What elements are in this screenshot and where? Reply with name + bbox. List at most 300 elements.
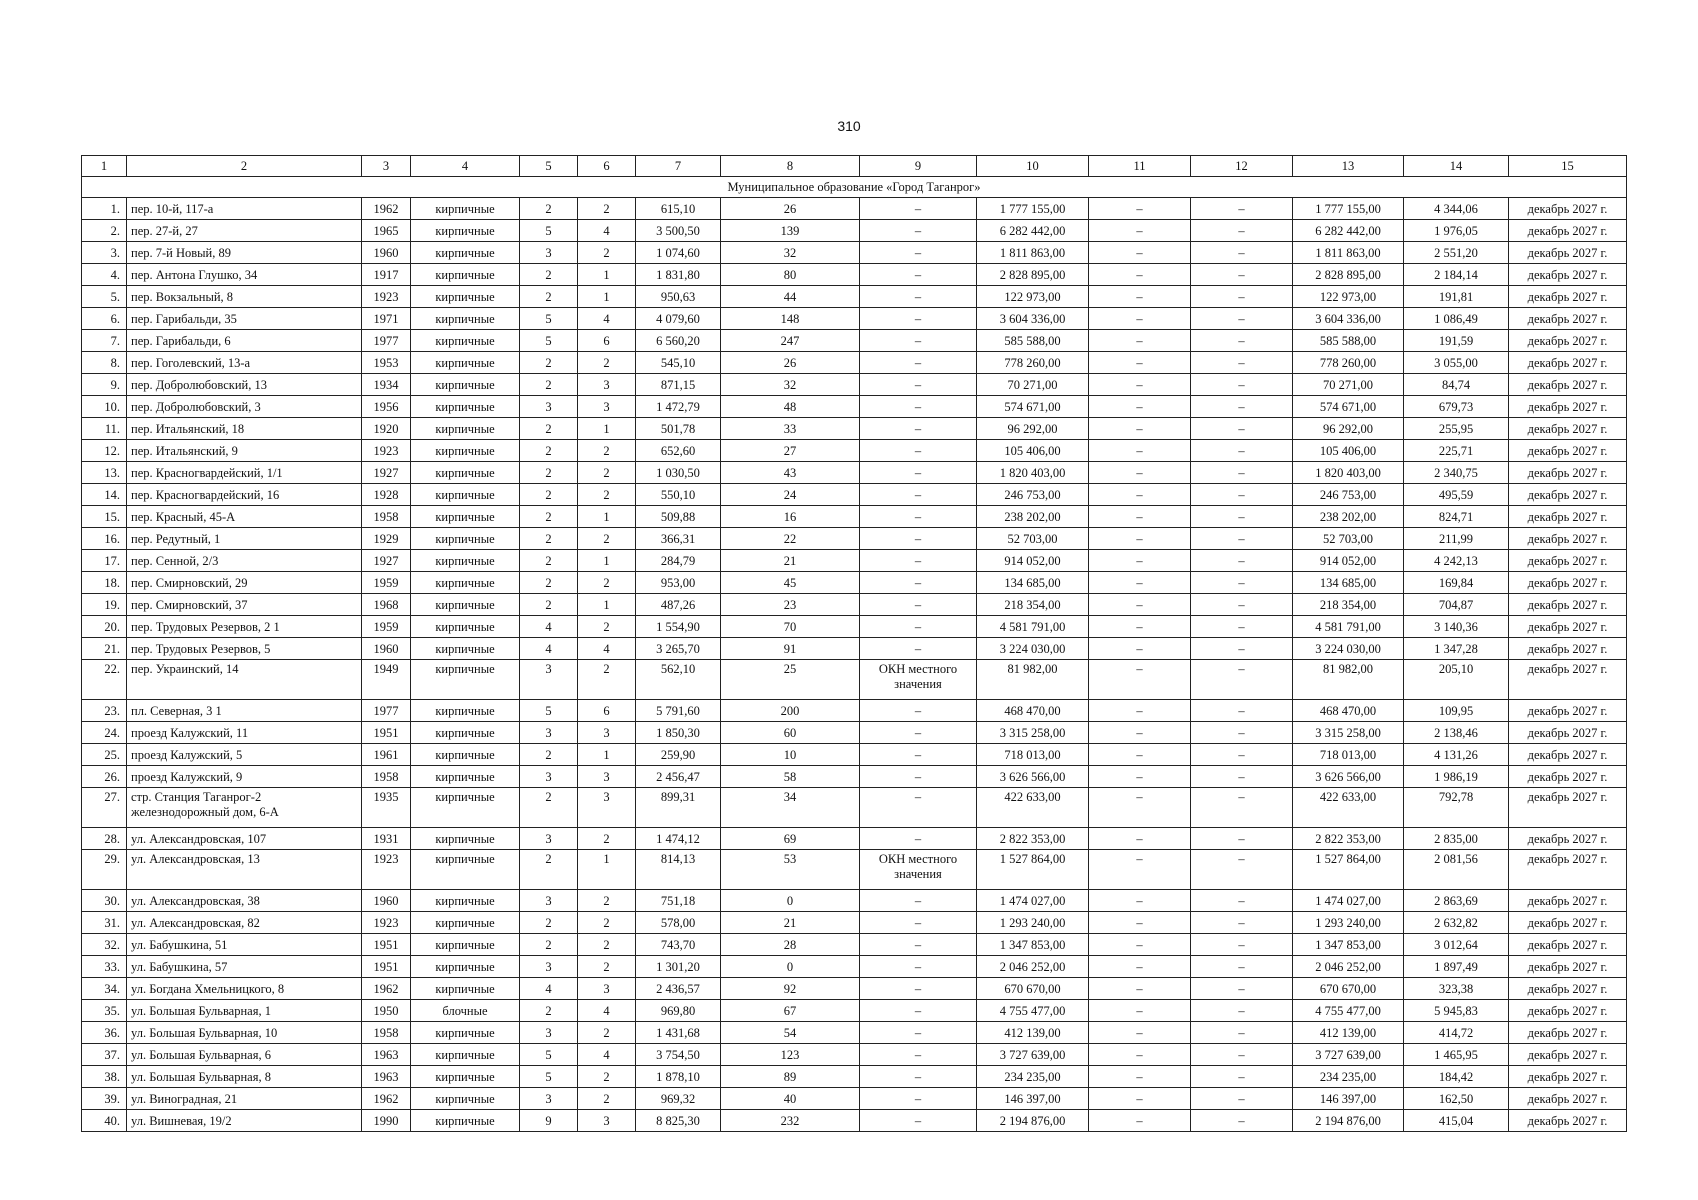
row-number-cell: 35. <box>82 1000 127 1022</box>
floors-cell: 3 <box>520 242 578 264</box>
cost-total-cell: 2 822 353,00 <box>977 828 1089 850</box>
cost-fund-cell: – <box>1089 484 1191 506</box>
floors-cell: 3 <box>520 660 578 700</box>
cost-other-cell: – <box>1191 242 1293 264</box>
address-cell: пер. Антона Глушко, 34 <box>127 264 362 286</box>
table-row <box>82 1044 1627 1066</box>
cost-per-sqm-cell: 162,50 <box>1404 1088 1509 1110</box>
cost-total-cell: 468 470,00 <box>977 700 1089 722</box>
heritage-status-cell: – <box>860 978 977 1000</box>
cost-other-cell: – <box>1191 1066 1293 1088</box>
row-number-cell: 17. <box>82 550 127 572</box>
build-year-cell: 1959 <box>362 616 411 638</box>
wall-material-cell: кирпичные <box>411 440 520 462</box>
cost-sum-cell: 96 292,00 <box>1293 418 1404 440</box>
table-row <box>82 528 1627 550</box>
cost-sum-cell: 1 347 853,00 <box>1293 934 1404 956</box>
housing-register-table <box>81 155 1627 1132</box>
row-number-cell: 1. <box>82 198 127 220</box>
area-cell: 1 301,20 <box>636 956 721 978</box>
heritage-status-cell: ОКН местного значения <box>860 660 977 700</box>
address-cell: ул. Большая Бульварная, 8 <box>127 1066 362 1088</box>
floors-cell: 5 <box>520 330 578 352</box>
cost-sum-cell: 3 727 639,00 <box>1293 1044 1404 1066</box>
cost-fund-cell: – <box>1089 638 1191 660</box>
floors-cell: 2 <box>520 912 578 934</box>
address-cell: пл. Северная, 3 1 <box>127 700 362 722</box>
row-number-cell: 8. <box>82 352 127 374</box>
table-row <box>82 484 1627 506</box>
column-number: 14 <box>1404 156 1509 177</box>
row-number-cell: 32. <box>82 934 127 956</box>
entrances-cell: 1 <box>578 506 636 528</box>
cost-fund-cell: – <box>1089 1000 1191 1022</box>
row-number-cell: 20. <box>82 616 127 638</box>
build-year-cell: 1923 <box>362 850 411 890</box>
cost-sum-cell: 4 755 477,00 <box>1293 1000 1404 1022</box>
deadline-cell: декабрь 2027 г. <box>1509 330 1627 352</box>
build-year-cell: 1968 <box>362 594 411 616</box>
deadline-cell: декабрь 2027 г. <box>1509 550 1627 572</box>
wall-material-cell: кирпичные <box>411 352 520 374</box>
table-row <box>82 828 1627 850</box>
address-cell: ул. Вишневая, 19/2 <box>127 1110 362 1132</box>
cost-total-cell: 2 194 876,00 <box>977 1110 1089 1132</box>
cost-per-sqm-cell: 3 012,64 <box>1404 934 1509 956</box>
area-cell: 814,13 <box>636 850 721 890</box>
entrances-cell: 4 <box>578 1044 636 1066</box>
row-number-cell: 7. <box>82 330 127 352</box>
deadline-cell: декабрь 2027 г. <box>1509 1066 1627 1088</box>
area-cell: 545,10 <box>636 352 721 374</box>
heritage-status-cell: – <box>860 934 977 956</box>
column-number: 6 <box>578 156 636 177</box>
row-number-cell: 21. <box>82 638 127 660</box>
residents-cell: 200 <box>721 700 860 722</box>
row-number-cell: 31. <box>82 912 127 934</box>
entrances-cell: 2 <box>578 912 636 934</box>
cost-total-cell: 3 626 566,00 <box>977 766 1089 788</box>
heritage-status-cell: – <box>860 308 977 330</box>
residents-cell: 148 <box>721 308 860 330</box>
cost-total-cell: 4 755 477,00 <box>977 1000 1089 1022</box>
address-cell: пер. Трудовых Резервов, 2 1 <box>127 616 362 638</box>
residents-cell: 80 <box>721 264 860 286</box>
address-cell: ул. Виноградная, 21 <box>127 1088 362 1110</box>
table-row <box>82 1000 1627 1022</box>
cost-fund-cell: – <box>1089 396 1191 418</box>
wall-material-cell: кирпичные <box>411 506 520 528</box>
cost-fund-cell: – <box>1089 978 1191 1000</box>
deadline-cell: декабрь 2027 г. <box>1509 528 1627 550</box>
deadline-cell: декабрь 2027 г. <box>1509 828 1627 850</box>
cost-fund-cell: – <box>1089 1066 1191 1088</box>
wall-material-cell: кирпичные <box>411 766 520 788</box>
cost-total-cell: 146 397,00 <box>977 1088 1089 1110</box>
cost-other-cell: – <box>1191 528 1293 550</box>
entrances-cell: 4 <box>578 638 636 660</box>
cost-sum-cell: 4 581 791,00 <box>1293 616 1404 638</box>
wall-material-cell: кирпичные <box>411 242 520 264</box>
heritage-status-cell: – <box>860 616 977 638</box>
address-cell: ул. Бабушкина, 57 <box>127 956 362 978</box>
cost-total-cell: 422 633,00 <box>977 788 1089 828</box>
cost-fund-cell: – <box>1089 418 1191 440</box>
entrances-cell: 1 <box>578 264 636 286</box>
address-cell: пер. Красногвардейский, 16 <box>127 484 362 506</box>
deadline-cell: декабрь 2027 г. <box>1509 912 1627 934</box>
cost-per-sqm-cell: 169,84 <box>1404 572 1509 594</box>
deadline-cell: декабрь 2027 г. <box>1509 1022 1627 1044</box>
area-cell: 4 079,60 <box>636 308 721 330</box>
entrances-cell: 3 <box>578 1110 636 1132</box>
build-year-cell: 1961 <box>362 744 411 766</box>
deadline-cell: декабрь 2027 г. <box>1509 850 1627 890</box>
area-cell: 953,00 <box>636 572 721 594</box>
cost-other-cell: – <box>1191 912 1293 934</box>
deadline-cell: декабрь 2027 г. <box>1509 1110 1627 1132</box>
row-number-cell: 36. <box>82 1022 127 1044</box>
cost-other-cell: – <box>1191 722 1293 744</box>
entrances-cell: 4 <box>578 220 636 242</box>
floors-cell: 2 <box>520 286 578 308</box>
build-year-cell: 1953 <box>362 352 411 374</box>
cost-other-cell: – <box>1191 418 1293 440</box>
build-year-cell: 1929 <box>362 528 411 550</box>
table-row <box>82 616 1627 638</box>
cost-total-cell: 1 474 027,00 <box>977 890 1089 912</box>
cost-other-cell: – <box>1191 1022 1293 1044</box>
entrances-cell: 2 <box>578 616 636 638</box>
entrances-cell: 3 <box>578 722 636 744</box>
floors-cell: 2 <box>520 528 578 550</box>
cost-other-cell: – <box>1191 956 1293 978</box>
floors-cell: 3 <box>520 1088 578 1110</box>
build-year-cell: 1920 <box>362 418 411 440</box>
cost-other-cell: – <box>1191 828 1293 850</box>
floors-cell: 3 <box>520 890 578 912</box>
column-number: 11 <box>1089 156 1191 177</box>
address-cell: пер. 27-й, 27 <box>127 220 362 242</box>
heritage-status-cell: – <box>860 550 977 572</box>
cost-other-cell: – <box>1191 330 1293 352</box>
entrances-cell: 2 <box>578 462 636 484</box>
build-year-cell: 1923 <box>362 286 411 308</box>
heritage-status-cell: – <box>860 440 977 462</box>
heritage-status-cell: – <box>860 286 977 308</box>
area-cell: 366,31 <box>636 528 721 550</box>
entrances-cell: 2 <box>578 440 636 462</box>
wall-material-cell: кирпичные <box>411 1088 520 1110</box>
cost-sum-cell: 468 470,00 <box>1293 700 1404 722</box>
cost-other-cell: – <box>1191 1044 1293 1066</box>
residents-cell: 54 <box>721 1022 860 1044</box>
cost-fund-cell: – <box>1089 616 1191 638</box>
entrances-cell: 6 <box>578 700 636 722</box>
cost-other-cell: – <box>1191 374 1293 396</box>
wall-material-cell: кирпичные <box>411 700 520 722</box>
cost-total-cell: 218 354,00 <box>977 594 1089 616</box>
wall-material-cell: блочные <box>411 1000 520 1022</box>
floors-cell: 9 <box>520 1110 578 1132</box>
cost-total-cell: 3 604 336,00 <box>977 308 1089 330</box>
floors-cell: 2 <box>520 550 578 572</box>
floors-cell: 3 <box>520 766 578 788</box>
deadline-cell: декабрь 2027 г. <box>1509 766 1627 788</box>
area-cell: 1 472,79 <box>636 396 721 418</box>
cost-total-cell: 2 046 252,00 <box>977 956 1089 978</box>
cost-fund-cell: – <box>1089 744 1191 766</box>
address-cell: пер. Смирновский, 29 <box>127 572 362 594</box>
heritage-status-cell: – <box>860 1110 977 1132</box>
wall-material-cell: кирпичные <box>411 828 520 850</box>
floors-cell: 2 <box>520 198 578 220</box>
deadline-cell: декабрь 2027 г. <box>1509 484 1627 506</box>
heritage-status-cell: – <box>860 462 977 484</box>
residents-cell: 139 <box>721 220 860 242</box>
municipality-title: Муниципальное образование «Город Таганрог» <box>82 177 1627 198</box>
heritage-status-cell: – <box>860 766 977 788</box>
cost-fund-cell: – <box>1089 660 1191 700</box>
row-number-cell: 25. <box>82 744 127 766</box>
build-year-cell: 1935 <box>362 788 411 828</box>
residents-cell: 43 <box>721 462 860 484</box>
cost-other-cell: – <box>1191 352 1293 374</box>
address-cell: ул. Александровская, 13 <box>127 850 362 890</box>
table-row <box>82 418 1627 440</box>
row-number-cell: 6. <box>82 308 127 330</box>
table-row <box>82 308 1627 330</box>
heritage-status-cell: – <box>860 1044 977 1066</box>
cost-total-cell: 6 282 442,00 <box>977 220 1089 242</box>
cost-per-sqm-cell: 1 897,49 <box>1404 956 1509 978</box>
table-row <box>82 462 1627 484</box>
cost-total-cell: 1 527 864,00 <box>977 850 1089 890</box>
cost-other-cell: – <box>1191 934 1293 956</box>
cost-total-cell: 1 777 155,00 <box>977 198 1089 220</box>
residents-cell: 23 <box>721 594 860 616</box>
table-row <box>82 1066 1627 1088</box>
table-row <box>82 766 1627 788</box>
cost-sum-cell: 3 604 336,00 <box>1293 308 1404 330</box>
cost-fund-cell: – <box>1089 462 1191 484</box>
area-cell: 3 265,70 <box>636 638 721 660</box>
address-cell: ул. Большая Бульварная, 1 <box>127 1000 362 1022</box>
area-cell: 1 554,90 <box>636 616 721 638</box>
entrances-cell: 1 <box>578 550 636 572</box>
cost-sum-cell: 2 194 876,00 <box>1293 1110 1404 1132</box>
build-year-cell: 1960 <box>362 638 411 660</box>
cost-total-cell: 1 811 863,00 <box>977 242 1089 264</box>
deadline-cell: декабрь 2027 г. <box>1509 700 1627 722</box>
cost-per-sqm-cell: 323,38 <box>1404 978 1509 1000</box>
area-cell: 899,31 <box>636 788 721 828</box>
row-number-cell: 4. <box>82 264 127 286</box>
heritage-status-cell: – <box>860 1000 977 1022</box>
cost-fund-cell: – <box>1089 286 1191 308</box>
build-year-cell: 1923 <box>362 912 411 934</box>
table-body <box>82 156 1627 1132</box>
cost-other-cell: – <box>1191 594 1293 616</box>
build-year-cell: 1977 <box>362 330 411 352</box>
cost-other-cell: – <box>1191 572 1293 594</box>
cost-other-cell: – <box>1191 744 1293 766</box>
column-number: 7 <box>636 156 721 177</box>
residents-cell: 58 <box>721 766 860 788</box>
wall-material-cell: кирпичные <box>411 286 520 308</box>
wall-material-cell: кирпичные <box>411 418 520 440</box>
address-cell: пер. Красногвардейский, 1/1 <box>127 462 362 484</box>
heritage-status-cell: – <box>860 220 977 242</box>
address-cell: пер. Украинский, 14 <box>127 660 362 700</box>
cost-other-cell: – <box>1191 1000 1293 1022</box>
deadline-cell: декабрь 2027 г. <box>1509 286 1627 308</box>
wall-material-cell: кирпичные <box>411 850 520 890</box>
deadline-cell: декабрь 2027 г. <box>1509 594 1627 616</box>
table-row <box>82 700 1627 722</box>
residents-cell: 40 <box>721 1088 860 1110</box>
wall-material-cell: кирпичные <box>411 978 520 1000</box>
cost-fund-cell: – <box>1089 242 1191 264</box>
table-row <box>82 1088 1627 1110</box>
address-cell: ул. Бабушкина, 51 <box>127 934 362 956</box>
table-row <box>82 594 1627 616</box>
floors-cell: 3 <box>520 722 578 744</box>
address-cell: ул. Богдана Хмельницкого, 8 <box>127 978 362 1000</box>
cost-fund-cell: – <box>1089 264 1191 286</box>
address-cell: ул. Александровская, 107 <box>127 828 362 850</box>
floors-cell: 2 <box>520 440 578 462</box>
deadline-cell: декабрь 2027 г. <box>1509 722 1627 744</box>
floors-cell: 3 <box>520 956 578 978</box>
cost-per-sqm-cell: 679,73 <box>1404 396 1509 418</box>
cost-fund-cell: – <box>1089 528 1191 550</box>
cost-other-cell: – <box>1191 506 1293 528</box>
row-number-cell: 39. <box>82 1088 127 1110</box>
table-row <box>82 788 1627 828</box>
cost-sum-cell: 670 670,00 <box>1293 978 1404 1000</box>
row-number-cell: 3. <box>82 242 127 264</box>
cost-other-cell: – <box>1191 978 1293 1000</box>
residents-cell: 16 <box>721 506 860 528</box>
residents-cell: 28 <box>721 934 860 956</box>
area-cell: 501,78 <box>636 418 721 440</box>
row-number-cell: 40. <box>82 1110 127 1132</box>
heritage-status-cell: – <box>860 828 977 850</box>
deadline-cell: декабрь 2027 г. <box>1509 660 1627 700</box>
heritage-status-cell: – <box>860 1022 977 1044</box>
address-cell: ул. Александровская, 38 <box>127 890 362 912</box>
residents-cell: 0 <box>721 956 860 978</box>
cost-sum-cell: 6 282 442,00 <box>1293 220 1404 242</box>
deadline-cell: декабрь 2027 г. <box>1509 638 1627 660</box>
cost-sum-cell: 1 293 240,00 <box>1293 912 1404 934</box>
cost-fund-cell: – <box>1089 330 1191 352</box>
cost-total-cell: 4 581 791,00 <box>977 616 1089 638</box>
area-cell: 6 560,20 <box>636 330 721 352</box>
build-year-cell: 1960 <box>362 890 411 912</box>
table-row <box>82 550 1627 572</box>
residents-cell: 22 <box>721 528 860 550</box>
cost-per-sqm-cell: 704,87 <box>1404 594 1509 616</box>
cost-total-cell: 134 685,00 <box>977 572 1089 594</box>
cost-total-cell: 52 703,00 <box>977 528 1089 550</box>
cost-per-sqm-cell: 2 551,20 <box>1404 242 1509 264</box>
heritage-status-cell: – <box>860 1066 977 1088</box>
cost-fund-cell: – <box>1089 1088 1191 1110</box>
build-year-cell: 1928 <box>362 484 411 506</box>
cost-per-sqm-cell: 415,04 <box>1404 1110 1509 1132</box>
row-number-cell: 28. <box>82 828 127 850</box>
wall-material-cell: кирпичные <box>411 890 520 912</box>
heritage-status-cell: – <box>860 242 977 264</box>
cost-per-sqm-cell: 3 140,36 <box>1404 616 1509 638</box>
heritage-status-cell: – <box>860 396 977 418</box>
area-cell: 1 030,50 <box>636 462 721 484</box>
cost-total-cell: 1 347 853,00 <box>977 934 1089 956</box>
cost-fund-cell: – <box>1089 890 1191 912</box>
entrances-cell: 2 <box>578 828 636 850</box>
table-row <box>82 440 1627 462</box>
area-cell: 2 456,47 <box>636 766 721 788</box>
column-number: 4 <box>411 156 520 177</box>
area-cell: 950,63 <box>636 286 721 308</box>
residents-cell: 123 <box>721 1044 860 1066</box>
heritage-status-cell: – <box>860 418 977 440</box>
cost-per-sqm-cell: 4 344,06 <box>1404 198 1509 220</box>
wall-material-cell: кирпичные <box>411 550 520 572</box>
cost-total-cell: 574 671,00 <box>977 396 1089 418</box>
table-row <box>82 286 1627 308</box>
cost-other-cell: – <box>1191 198 1293 220</box>
row-number-cell: 23. <box>82 700 127 722</box>
cost-per-sqm-cell: 225,71 <box>1404 440 1509 462</box>
cost-per-sqm-cell: 2 138,46 <box>1404 722 1509 744</box>
residents-cell: 33 <box>721 418 860 440</box>
floors-cell: 2 <box>520 484 578 506</box>
row-number-cell: 24. <box>82 722 127 744</box>
deadline-cell: декабрь 2027 г. <box>1509 374 1627 396</box>
row-number-cell: 13. <box>82 462 127 484</box>
table-row <box>82 264 1627 286</box>
table-row <box>82 1110 1627 1132</box>
residents-cell: 0 <box>721 890 860 912</box>
wall-material-cell: кирпичные <box>411 744 520 766</box>
cost-fund-cell: – <box>1089 374 1191 396</box>
cost-sum-cell: 52 703,00 <box>1293 528 1404 550</box>
area-cell: 652,60 <box>636 440 721 462</box>
floors-cell: 3 <box>520 396 578 418</box>
build-year-cell: 1958 <box>362 1022 411 1044</box>
residents-cell: 32 <box>721 242 860 264</box>
cost-per-sqm-cell: 1 976,05 <box>1404 220 1509 242</box>
cost-total-cell: 1 820 403,00 <box>977 462 1089 484</box>
floors-cell: 5 <box>520 1044 578 1066</box>
cost-other-cell: – <box>1191 550 1293 572</box>
build-year-cell: 1958 <box>362 766 411 788</box>
cost-total-cell: 3 727 639,00 <box>977 1044 1089 1066</box>
heritage-status-cell: – <box>860 912 977 934</box>
area-cell: 487,26 <box>636 594 721 616</box>
cost-per-sqm-cell: 414,72 <box>1404 1022 1509 1044</box>
cost-fund-cell: – <box>1089 506 1191 528</box>
entrances-cell: 2 <box>578 484 636 506</box>
cost-fund-cell: – <box>1089 788 1191 828</box>
cost-fund-cell: – <box>1089 352 1191 374</box>
entrances-cell: 3 <box>578 766 636 788</box>
cost-total-cell: 718 013,00 <box>977 744 1089 766</box>
row-number-cell: 15. <box>82 506 127 528</box>
